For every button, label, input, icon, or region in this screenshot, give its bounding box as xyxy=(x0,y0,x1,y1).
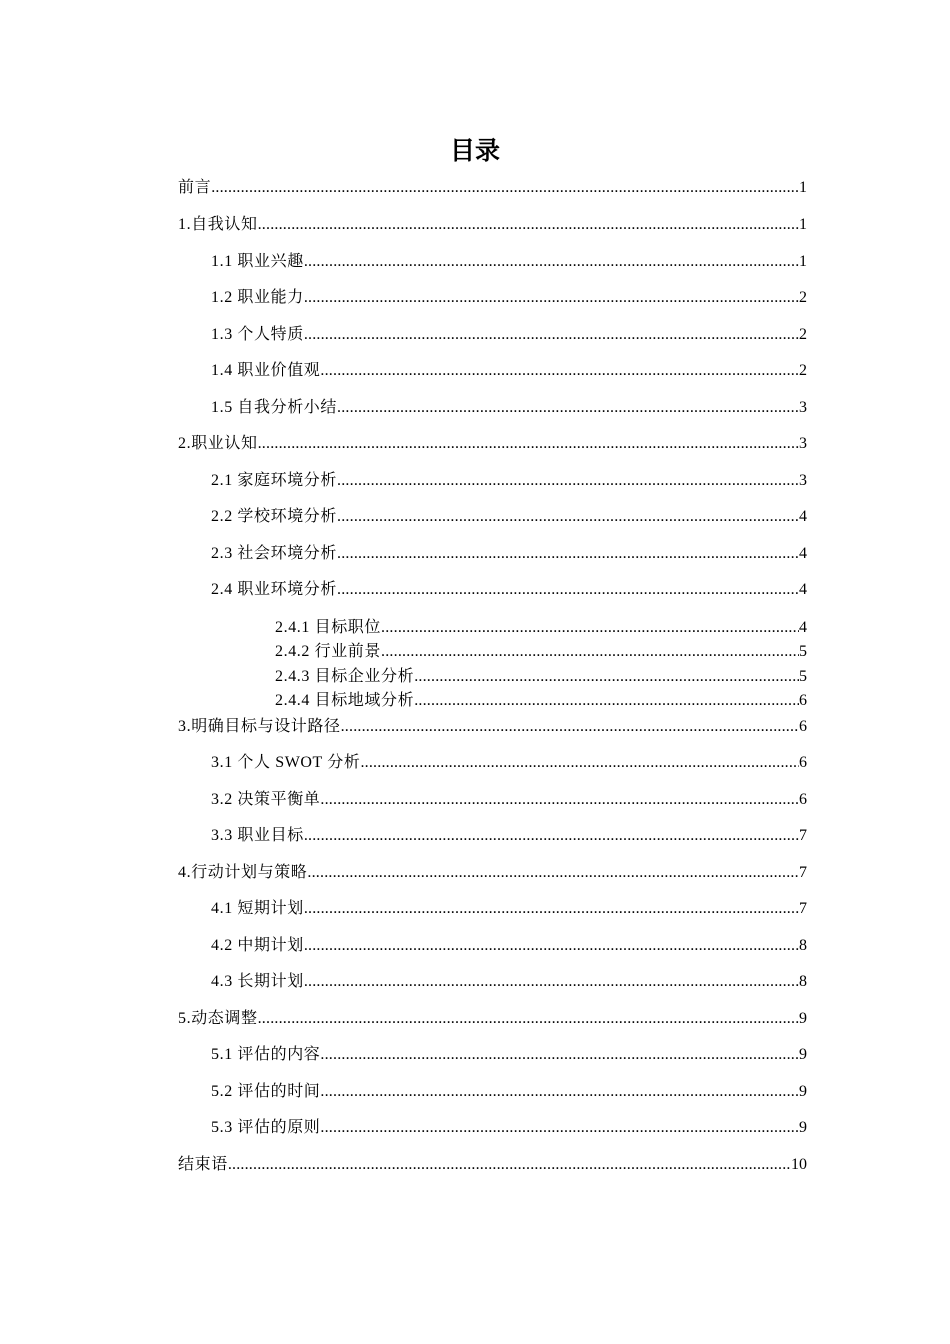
toc-page-number: 4 xyxy=(799,581,807,598)
toc-entry-3-1[interactable] xyxy=(211,750,807,774)
toc-leader-dots xyxy=(381,641,799,663)
toc-leader-dots xyxy=(304,251,799,273)
toc-entry-label: 3.3 职业目标 xyxy=(211,827,304,844)
toc-leader-dots xyxy=(360,752,799,774)
toc-leader-dots xyxy=(304,898,799,920)
toc-leader-dots xyxy=(337,397,799,419)
toc-page-number: 8 xyxy=(799,937,807,954)
toc-entry-preface[interactable] xyxy=(178,175,807,199)
toc-page-number: 5 xyxy=(799,643,807,660)
toc-entry-5-1[interactable] xyxy=(211,1042,807,1066)
toc-page-number: 6 xyxy=(799,791,807,808)
toc-entry-label: 2.1 家庭环境分析 xyxy=(211,472,338,489)
toc-leader-dots xyxy=(337,470,799,492)
toc-leader-dots xyxy=(320,360,799,382)
toc-leader-dots xyxy=(304,971,799,993)
toc-entry-label: 5.2 评估的时间 xyxy=(211,1083,321,1100)
toc-leader-dots xyxy=(304,935,799,957)
toc-leader-dots xyxy=(258,214,799,236)
toc-entry-label: 1.1 职业兴趣 xyxy=(211,253,304,270)
toc-leader-dots xyxy=(337,579,799,601)
toc-entry-label: 5.动态调整 xyxy=(178,1010,258,1027)
toc-page-number: 7 xyxy=(799,864,807,881)
toc-entry-1[interactable] xyxy=(178,212,807,236)
toc-leader-dots xyxy=(304,287,799,309)
toc-entry-2-2[interactable] xyxy=(211,504,807,528)
toc-page-number: 1 xyxy=(799,253,807,270)
toc-page-number: 5 xyxy=(799,668,807,685)
toc-entry-label: 1.2 职业能力 xyxy=(211,289,304,306)
toc-leader-dots xyxy=(341,716,799,738)
toc-page-number: 3 xyxy=(799,435,807,452)
toc-entry-conclusion[interactable] xyxy=(178,1152,807,1176)
toc-page-number: 1 xyxy=(799,216,807,233)
toc-entry-4[interactable] xyxy=(178,860,807,884)
toc-entry-2-4-4[interactable] xyxy=(275,688,807,712)
toc-entry-label: 1.4 职业价值观 xyxy=(211,362,321,379)
toc-entry-label: 2.4.1 目标职位 xyxy=(275,619,382,636)
toc-entry-label: 2.4.2 行业前景 xyxy=(275,643,382,660)
toc-leader-dots xyxy=(304,324,799,346)
toc-leader-dots xyxy=(258,433,799,455)
toc-leader-dots xyxy=(337,506,799,528)
page-title: 目录 xyxy=(449,136,500,165)
toc-leader-dots xyxy=(320,1117,799,1139)
toc-page-number: 3 xyxy=(799,472,807,489)
toc-entry-2-3[interactable] xyxy=(211,541,807,565)
toc-page-number: 8 xyxy=(799,973,807,990)
toc-entry-label: 2.4 职业环境分析 xyxy=(211,581,338,598)
toc-entry-label: 结束语 xyxy=(178,1156,228,1173)
toc-entry-2-1[interactable] xyxy=(211,468,807,492)
toc-entry-4-1[interactable] xyxy=(211,896,807,920)
toc-leader-dots xyxy=(337,543,799,565)
toc-leader-dots xyxy=(320,1044,799,1066)
toc-leader-dots xyxy=(320,789,799,811)
toc-entry-label: 1.自我认知 xyxy=(178,216,258,233)
toc-page-number: 2 xyxy=(799,289,807,306)
toc-entry-2-4-1[interactable] xyxy=(275,615,807,639)
toc-entry-label: 2.职业认知 xyxy=(178,435,258,452)
toc-entry-1-4[interactable] xyxy=(211,358,807,382)
toc-page-number: 7 xyxy=(799,827,807,844)
toc-page-number: 1 xyxy=(799,179,807,196)
toc-entry-label: 1.5 自我分析小结 xyxy=(211,399,338,416)
toc-entry-label: 5.3 评估的原则 xyxy=(211,1119,321,1136)
toc-entry-2-4-2[interactable] xyxy=(275,639,807,663)
toc-leader-dots xyxy=(381,617,799,639)
toc-entry-5[interactable] xyxy=(178,1006,807,1030)
toc-entry-1-3[interactable] xyxy=(211,322,807,346)
toc-leader-dots xyxy=(211,177,799,199)
toc-entry-label: 3.1 个人 SWOT 分析 xyxy=(211,754,361,771)
toc-entry-1-1[interactable] xyxy=(211,249,807,273)
toc-leader-dots xyxy=(304,825,799,847)
toc-leader-dots xyxy=(320,1081,799,1103)
toc-entry-label: 前言 xyxy=(178,179,212,196)
toc-page-number: 2 xyxy=(799,326,807,343)
toc-page-number: 4 xyxy=(799,545,807,562)
toc-entry-2-4[interactable] xyxy=(211,577,807,601)
toc-entry-label: 2.2 学校环境分析 xyxy=(211,508,338,525)
toc-page-number: 4 xyxy=(799,508,807,525)
toc-entry-4-3[interactable] xyxy=(211,969,807,993)
toc-entry-label: 3.明确目标与设计路径 xyxy=(178,718,341,735)
toc-entry-3-2[interactable] xyxy=(211,787,807,811)
toc-entry-label: 1.3 个人特质 xyxy=(211,326,304,343)
toc-page-number: 7 xyxy=(799,900,807,917)
toc-entry-label: 2.4.4 目标地域分析 xyxy=(275,692,415,709)
toc-page-number: 9 xyxy=(799,1010,807,1027)
toc-entry-1-2[interactable] xyxy=(211,285,807,309)
toc-entry-5-2[interactable] xyxy=(211,1079,807,1103)
toc-page-number: 9 xyxy=(799,1119,807,1136)
toc-entry-label: 4.2 中期计划 xyxy=(211,937,304,954)
toc-leader-dots xyxy=(228,1154,791,1176)
toc-entry-label: 4.行动计划与策略 xyxy=(178,864,308,881)
toc-entry-4-2[interactable] xyxy=(211,933,807,957)
toc-entry-label: 5.1 评估的内容 xyxy=(211,1046,321,1063)
toc-leader-dots xyxy=(414,666,799,688)
toc-entry-label: 2.3 社会环境分析 xyxy=(211,545,338,562)
toc-entry-label: 4.3 长期计划 xyxy=(211,973,304,990)
toc-entry-3-3[interactable] xyxy=(211,823,807,847)
toc-entry-2[interactable] xyxy=(178,431,807,455)
toc-page-number: 10 xyxy=(791,1156,807,1173)
toc-page-number: 2 xyxy=(799,362,807,379)
toc-leader-dots xyxy=(258,1008,799,1030)
toc-entry-label: 3.2 决策平衡单 xyxy=(211,791,321,808)
toc-page-number: 6 xyxy=(799,692,807,709)
toc-leader-dots xyxy=(307,862,799,884)
toc-entry-2-4-3[interactable] xyxy=(275,664,807,688)
toc-page-number: 6 xyxy=(799,754,807,771)
toc-entry-3[interactable] xyxy=(178,714,807,738)
toc-page-number: 6 xyxy=(799,718,807,735)
toc-page-number: 9 xyxy=(799,1046,807,1063)
toc-entry-1-5[interactable] xyxy=(211,395,807,419)
toc-entry-label: 4.1 短期计划 xyxy=(211,900,304,917)
toc-page-number: 9 xyxy=(799,1083,807,1100)
toc-entry-label: 2.4.3 目标企业分析 xyxy=(275,668,415,685)
toc-leader-dots xyxy=(414,690,799,712)
toc-page-number: 4 xyxy=(799,619,807,636)
toc-page-number: 3 xyxy=(799,399,807,416)
toc-entry-5-3[interactable] xyxy=(211,1115,807,1139)
